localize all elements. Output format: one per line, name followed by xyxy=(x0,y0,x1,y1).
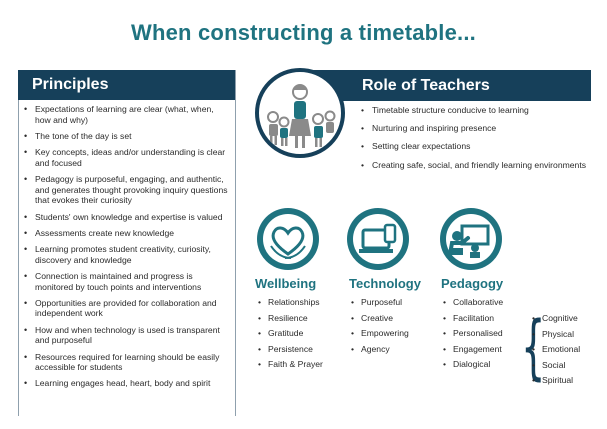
wellbeing-item: • Resilience xyxy=(258,313,323,324)
role-item: • Nurturing and inspiring presence xyxy=(360,123,590,134)
principle-item: • Opportunities are provided for collaboration and independent work xyxy=(22,298,230,319)
role-list xyxy=(360,105,590,178)
wellbeing-item: • Gratitude xyxy=(258,328,323,339)
principle-item: • Students' own knowledge and expertise is valued xyxy=(22,212,230,223)
engagement-item: • Cognitive xyxy=(532,313,580,324)
role-heading: Role of Teachers xyxy=(300,70,591,101)
pedagogy-item: • Engagement xyxy=(443,344,503,355)
technology-list xyxy=(351,297,409,359)
technology-heading: Technology xyxy=(349,276,421,291)
engagement-item: • Emotional xyxy=(532,344,580,355)
engagement-item: • Social xyxy=(532,360,580,371)
pedagogy-heading: Pedagogy xyxy=(441,276,504,291)
wellbeing-list xyxy=(258,297,323,375)
pedagogy-item: • Dialogical xyxy=(443,359,503,370)
principle-item: • Key concepts, ideas and/or understanding is clear and focused xyxy=(22,147,230,168)
principle-item: • Learning engages head, heart, body and spirit xyxy=(22,378,230,389)
pedagogy-engagement-sublist xyxy=(532,313,580,391)
technology-item: • Agency xyxy=(351,344,409,355)
classroom-board-icon xyxy=(440,208,502,270)
pedagogy-item: • Personalised xyxy=(443,328,503,339)
heart-wreath-icon xyxy=(257,208,319,270)
engagement-item: • Spiritual xyxy=(532,375,580,386)
role-item: • Creating safe, social, and friendly learning environments xyxy=(360,160,590,171)
curly-brace: { xyxy=(521,306,546,388)
principle-item: • The tone of the day is set xyxy=(22,131,230,142)
wellbeing-item: • Relationships xyxy=(258,297,323,308)
technology-item: • Purposeful xyxy=(351,297,409,308)
pedagogy-item: • Facilitation xyxy=(443,313,503,324)
principle-item: • Connection is maintained and progress is monitored by touch points and interventions xyxy=(22,271,230,292)
wellbeing-item: • Persistence xyxy=(258,344,323,355)
role-item: • Setting clear expectations xyxy=(360,141,590,152)
page-title: When constructing a timetable... xyxy=(131,20,476,45)
technology-item: • Empowering xyxy=(351,328,409,339)
principle-item: • Expectations of learning are clear (what, when, how and why) xyxy=(22,104,230,125)
role-item: • Timetable structure conducive to learning xyxy=(360,105,590,116)
technology-item: • Creative xyxy=(351,313,409,324)
teacher-students-icon xyxy=(255,68,345,158)
pedagogy-item: • Collaborative xyxy=(443,297,503,308)
principles-heading: Principles xyxy=(18,70,235,100)
wellbeing-item: • Faith & Prayer xyxy=(258,359,323,370)
principle-item: • Assessments create new knowledge xyxy=(22,228,230,239)
computer-devices-icon xyxy=(347,208,409,270)
principles-list xyxy=(22,104,230,395)
engagement-item: • Physical xyxy=(532,329,580,340)
wellbeing-heading: Wellbeing xyxy=(255,276,317,291)
principle-item: • Learning promotes student creativity, curiosity, discovery and knowledge xyxy=(22,244,230,265)
principle-item: • Resources required for learning should be easily accessible for students xyxy=(22,352,230,373)
principle-item: • How and when technology is used is transparent and purposeful xyxy=(22,325,230,346)
principle-item: • Pedagogy is purposeful, engaging, and authentic, and generates thought provoking inquiry questions that evokes their curiosity xyxy=(22,174,230,206)
pedagogy-list xyxy=(443,297,503,375)
